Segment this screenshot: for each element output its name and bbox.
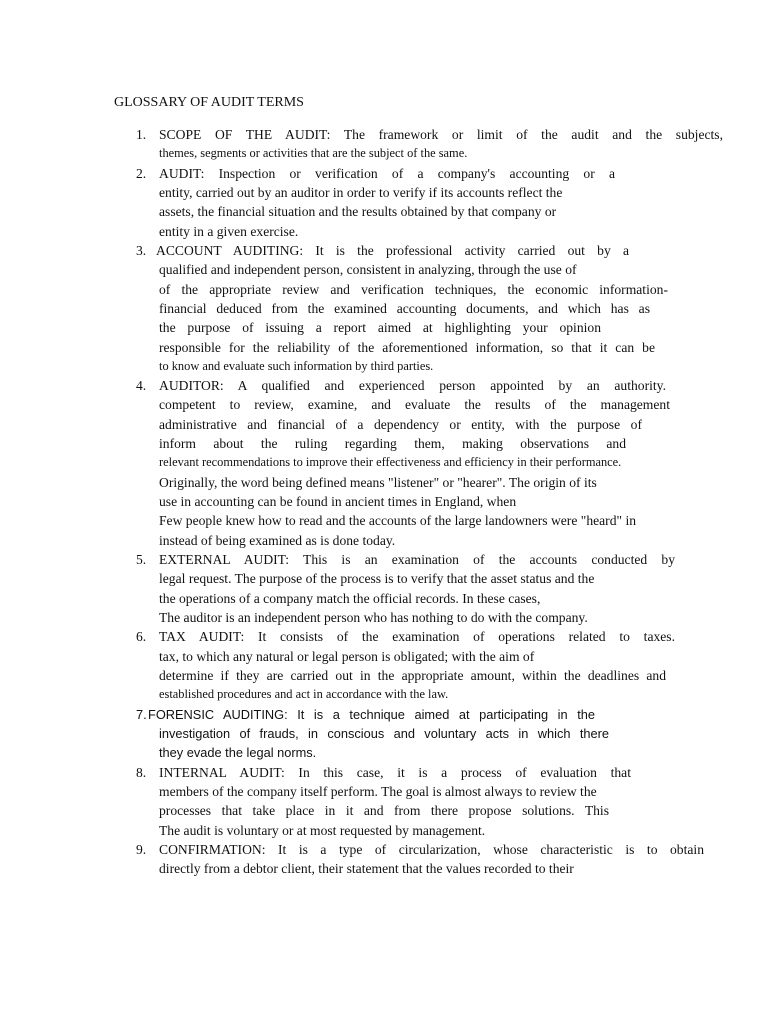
glossary-definition-line: processes that take place in it and from there propose solutions. This <box>159 803 609 819</box>
glossary-definition-line: the operations of a company match the official records. In these cases, <box>159 590 541 606</box>
glossary-definition-line: The audit is voluntary or at most requested by management. <box>159 822 486 838</box>
glossary-term-line: CONFIRMATION: It is a type of circularization, whose characteristic is to obtain <box>159 841 704 857</box>
list-item-number: 6. <box>136 629 147 645</box>
list-item-number: 2. <box>136 165 147 181</box>
glossary-definition-line: administrative and financial of a dependency or entity, with the purpose of <box>159 416 642 432</box>
glossary-definition-line: Few people knew how to read and the accounts of the large landowners were "heard" in <box>159 513 637 529</box>
glossary-definition-line: themes, segments or activities that are the subject of the same. <box>159 146 468 161</box>
glossary-term-line: EXTERNAL AUDIT: This is an examination of the accounts conducted by <box>159 552 675 568</box>
glossary-definition-line: financial deduced from the examined accounting documents, and which has as <box>159 300 650 316</box>
glossary-definition-line: the purpose of issuing a report aimed at highlighting your opinion <box>159 320 601 336</box>
glossary-definition-line: The auditor is an independent person who has nothing to do with the company. <box>159 610 588 625</box>
glossary-definition-line: entity in a given exercise. <box>159 223 299 239</box>
glossary-definition-line: of the appropriate review and verification techniques, the economic information- <box>159 281 668 297</box>
list-item-number: 8. <box>136 764 147 780</box>
document-title: GLOSSARY OF AUDIT TERMS <box>114 95 304 110</box>
glossary-definition-line: determine if they are carried out in the appropriate amount, within the deadlines and <box>159 667 666 683</box>
glossary-definition-line: competent to review, examine, and evaluate the results of the management <box>159 397 670 413</box>
glossary-definition-line: use in accounting can be found in ancient times in England, when <box>159 494 517 510</box>
list-item-number: 1. <box>136 127 147 142</box>
glossary-term-line: SCOPE OF THE AUDIT: The framework or limit of the audit and the subjects, <box>159 127 723 142</box>
glossary-definition-line: instead of being examined as is done today. <box>159 532 396 548</box>
list-item-number: 5. <box>136 552 147 568</box>
glossary-term-line: FORENSIC AUDITING: It is a technique aimed at participating in the <box>148 706 595 722</box>
glossary-definition-line: legal request. The purpose of the process is to verify that the asset status and the <box>159 571 595 587</box>
glossary-definition-line: directly from a debtor client, their statement that the values recorded to their <box>159 861 574 877</box>
list-item-number: 3. <box>136 242 147 258</box>
glossary-term-line: ACCOUNT AUDITING: It is the professional activity carried out by a <box>156 242 629 258</box>
glossary-term-line: TAX AUDIT: It consists of the examination of operations related to taxes. <box>159 629 675 645</box>
glossary-definition-line: they evade the legal norms. <box>159 745 317 761</box>
glossary-definition-line: tax, to which any natural or legal person is obligated; with the aim of <box>159 648 535 664</box>
glossary-term-line: AUDIT: Inspection or verification of a company's accounting or a <box>159 165 615 181</box>
glossary-definition-line: established procedures and act in accordance with the law. <box>159 687 449 702</box>
glossary-definition-line: assets, the financial situation and the results obtained by that company or <box>159 204 557 220</box>
list-item-number: 9. <box>136 841 147 857</box>
glossary-term-line: INTERNAL AUDIT: In this case, it is a process of evaluation that <box>159 764 631 780</box>
glossary-term-line: AUDITOR: A qualified and experienced person appointed by an authority. <box>159 378 666 394</box>
glossary-definition-line: to know and evaluate such information by third parties. <box>159 358 434 373</box>
glossary-definition-line: investigation of frauds, in conscious and voluntary acts in which there <box>159 725 609 741</box>
list-item-number: 7. <box>136 706 147 722</box>
glossary-definition-line: Originally, the word being defined means "listener" or "hearer". The origin of its <box>159 474 597 490</box>
glossary-definition-line: relevant recommendations to improve their effectiveness and efficiency in their performance. <box>159 455 622 470</box>
glossary-definition-line: responsible for the reliability of the aforementioned information, so that it can be <box>159 339 655 355</box>
glossary-definition-line: qualified and independent person, consistent in analyzing, through the use of <box>159 262 577 278</box>
list-item-number: 4. <box>136 378 147 394</box>
glossary-definition-line: entity, carried out by an auditor in order to verify if its accounts reflect the <box>159 184 563 200</box>
glossary-definition-line: inform about the ruling regarding them, making observations and <box>159 436 626 452</box>
glossary-definition-line: members of the company itself perform. The goal is almost always to review the <box>159 783 597 799</box>
